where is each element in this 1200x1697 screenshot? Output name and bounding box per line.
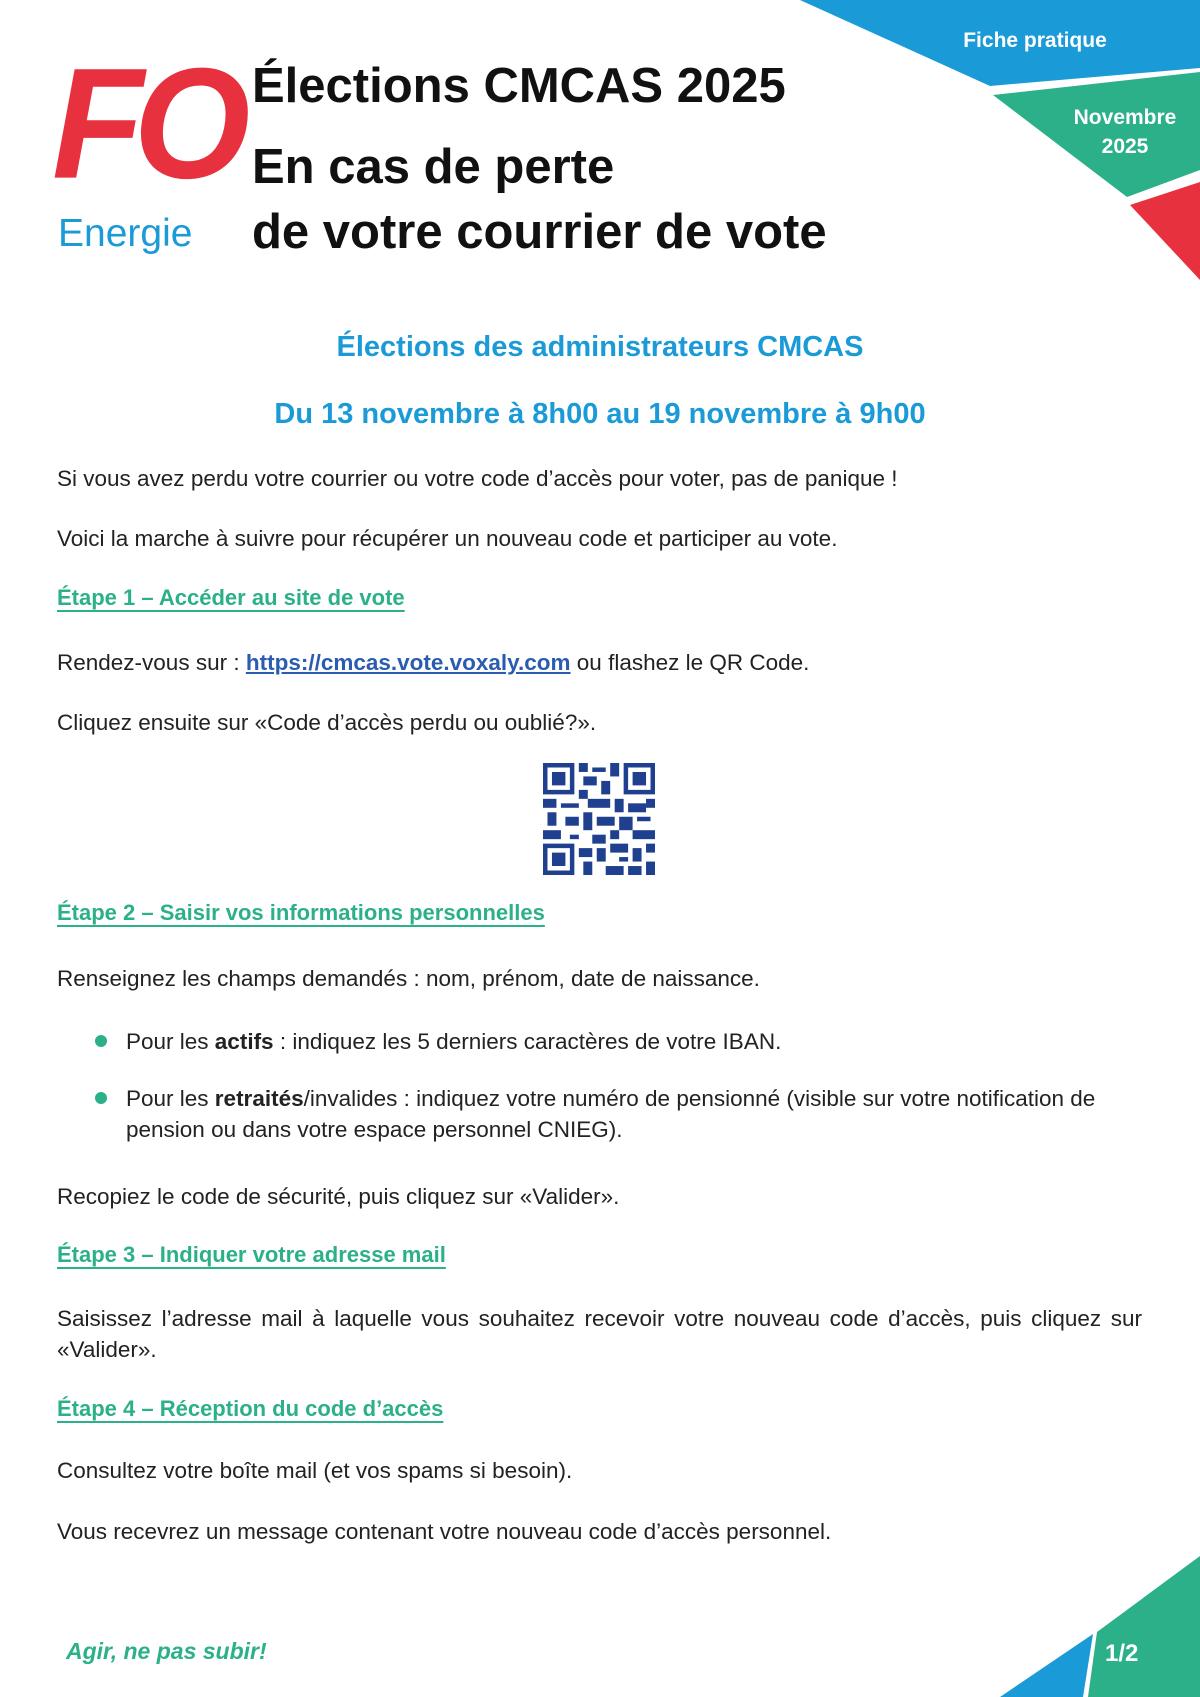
step4-text-1: Consultez votre boîte mail (et vos spams si besoin). — [57, 1458, 573, 1483]
logo-energie: Energie — [58, 212, 193, 255]
bullet-bold: actifs — [214, 1029, 274, 1054]
page-title-line1: Élections CMCAS 2025 — [252, 59, 786, 113]
vote-site-link[interactable]: https://cmcas.vote.voxaly.com — [245, 650, 571, 675]
red-corner-shape — [1130, 182, 1200, 280]
step2-bullet-retraites — [126, 1083, 1142, 1145]
step3-text: Saisissez l’adresse mail à laquelle vous souhaitez recevoir votre nouveau code d’accès, puis cliquez sur «Valider». — [57, 1306, 1142, 1362]
page-number: 1/2 — [1105, 1640, 1139, 1667]
step4-text-2: Vous recevrez un message contenant votre nouveau code d’accès personnel. — [57, 1519, 832, 1544]
doc-type-badge: Fiche pratique — [963, 29, 1107, 52]
blue-footer-shape — [1000, 1634, 1093, 1697]
footer-slogan: Agir, ne pas subir! — [66, 1638, 267, 1664]
step2-outro: Recopiez le code de sécurité, puis cliquez sur «Valider». — [57, 1184, 620, 1209]
step2-heading: Étape 2 – Saisir vos informations personnelles — [57, 900, 545, 925]
bullet-bold: retraités — [214, 1086, 304, 1111]
bullet-text: : indiquez les 5 derniers caractères de votre IBAN. — [273, 1029, 782, 1054]
logo-fo: FO — [52, 34, 241, 212]
bullet-text: /invalides : indiquez votre numéro de pensionné (visible sur votre notification de pension ou dans votre espace personnel CNIEG). — [126, 1086, 1096, 1142]
page-title-line3: de votre courrier de vote — [252, 205, 827, 259]
step2-intro: Renseignez les champs demandés : nom, prénom, date de naissance. — [57, 966, 760, 991]
section-heading: Élections des administrateurs CMCAS — [336, 331, 864, 363]
green-footer-shape — [1088, 1556, 1200, 1697]
page-title-line2: En cas de perte — [252, 140, 615, 194]
step1-heading: Étape 1 – Accéder au site de vote — [57, 585, 405, 610]
doc-date-badge — [1060, 103, 1190, 161]
step1-instruction: Cliquez ensuite sur «Code d’accès perdu ou oublié?». — [57, 710, 597, 735]
badge-year: 2025 — [1101, 135, 1149, 158]
badge-month: Novembre — [1073, 106, 1177, 129]
step4-heading: Étape 4 – Réception du code d’accès — [57, 1396, 444, 1421]
bullet-text: Pour les — [126, 1086, 215, 1111]
election-dates: Du 13 novembre à 8h00 au 19 novembre à 9h00 — [274, 398, 926, 430]
step1-text — [57, 647, 1142, 678]
bullet-icon — [95, 1035, 107, 1047]
bullet-icon — [95, 1092, 107, 1104]
intro-text-1: Si vous avez perdu votre courrier ou votre code d’accès pour voter, pas de panique ! — [57, 466, 898, 491]
qr-code[interactable] — [543, 763, 655, 875]
step2-bullet-actifs — [126, 1026, 1142, 1057]
step1-text-before: Rendez-vous sur : — [57, 650, 246, 675]
step1-text-after: ou flashez le QR Code. — [570, 650, 810, 675]
intro-text-2: Voici la marche à suivre pour récupérer un nouveau code et participer au vote. — [57, 526, 838, 551]
bullet-text: Pour les — [126, 1029, 215, 1054]
step3-heading: Étape 3 – Indiquer votre adresse mail — [57, 1242, 446, 1267]
